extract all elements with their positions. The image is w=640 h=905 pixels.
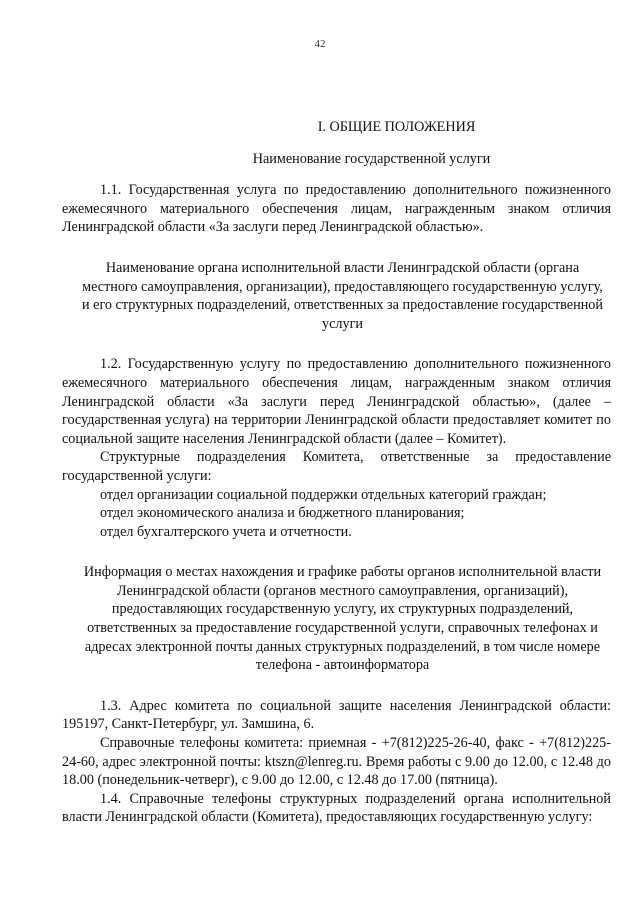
paragraph-1-4: 1.4. Справочные телефоны структурных подразделений органа исполнительной власти Ленинградской области (Комитета), предоставляющих государственную услугу: bbox=[62, 790, 611, 826]
department-item: отдел организации социальной поддержки отдельных категорий граждан; bbox=[100, 486, 547, 503]
paragraph-structural-units: Структурные подразделения Комитета, ответственные за предоставление государственной услуги: bbox=[62, 449, 611, 484]
department-item: отдел бухгалтерского учета и отчетности. bbox=[100, 523, 352, 540]
heading-organ: Наименование органа исполнительной власти Ленинградской области (органа местного самоуправления, организации), предоставляющего государственную услугу, и его структурных подразделений, ответственных за предоставление государственной услуги bbox=[82, 259, 603, 332]
document-body bbox=[62, 118, 611, 827]
subtitle: Наименование государственной услуги bbox=[252, 150, 491, 167]
heading-info: Информация о местах нахождения и графике работы органов исполнительной власти Ленинградской области (органов местного самоуправления, организаций), предоставляющих государственную услугу, их структурных подразделений, ответственных за предоставление государственной услуги, справочных телефонах и адресах электронной почты данных структурных подразделений, в том числе номере телефона - автоинформатора bbox=[83, 564, 602, 674]
paragraph-1-3: 1.3. Адрес комитета по социальной защите населения Ленинградской области: 195197, Санкт-Петербург, ул. Замшина, 6. bbox=[62, 697, 611, 733]
section-title: I. ОБЩИЕ ПОЛОЖЕНИЯ bbox=[317, 119, 476, 135]
paragraph-1-1: 1.1. Государственная услуга по предоставлению дополнительного пожизненного ежемесячного материального обеспечения лицам, награжденным знаком отличия Ленинградской области «За заслуги перед Ленинградской областью». bbox=[62, 182, 611, 236]
paragraph-1-2: 1.2. Государственную услугу по предоставлению дополнительного пожизненного ежемесячного материального обеспечения лицам, награжденным знаком отличия Ленинградской области «За заслуги перед Ленинградской областью», (далее – государственная услуга) на территории Ленинградской области предоставляет комитет по социальной защите населения Ленинградской области (далее – Комитет). bbox=[62, 356, 611, 447]
department-item: отдел экономического анализа и бюджетного планирования; bbox=[100, 505, 465, 522]
paragraph-phones: Справочные телефоны комитета: приемная - +7(812)225-26-40, факс - +7(812)225-24-60, адрес электронной почты: ktszn@lenreg.ru. Время работы с 9.00 до 12.00, с 12.48 до 18.00 (понедельник-четверг), с 9.00 до 12.00, с 12.48 до 17.00 (пятница). bbox=[62, 735, 611, 789]
page-number: 42 bbox=[314, 38, 326, 50]
